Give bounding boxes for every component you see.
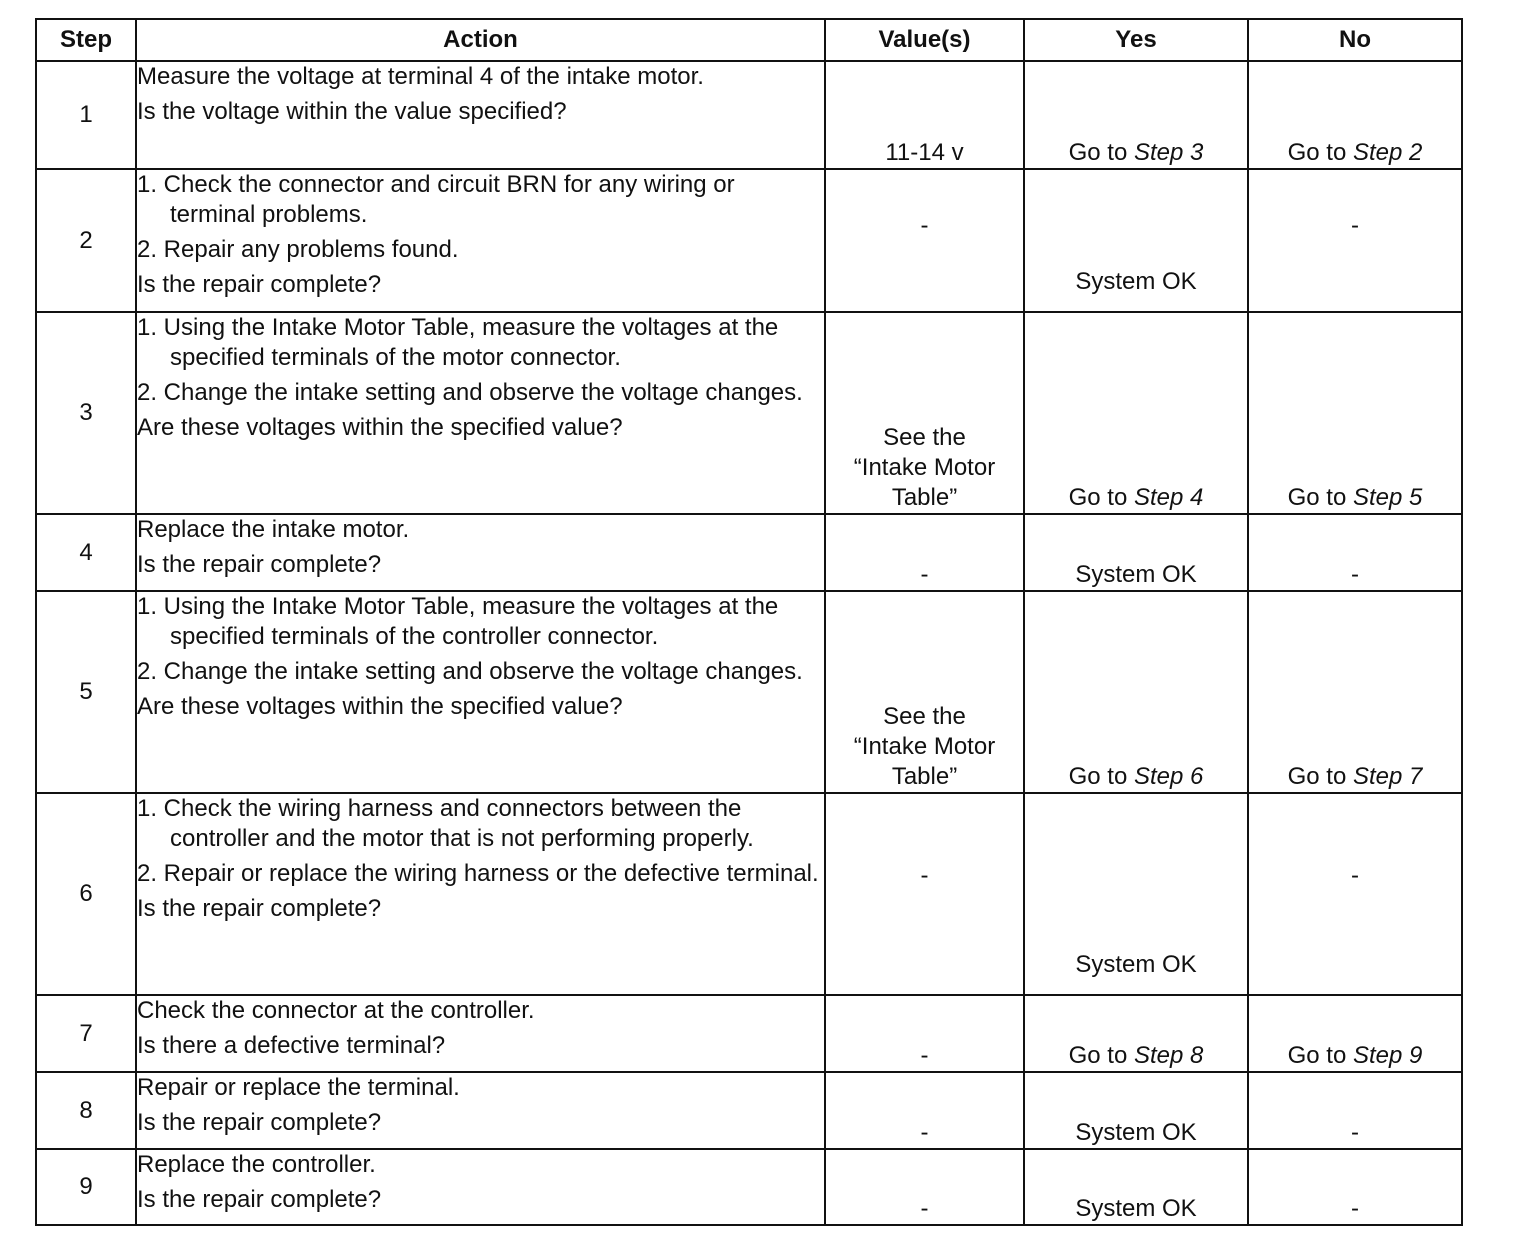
action-question: Is the voltage within the value specified? [137,98,567,125]
value-cell: - [825,1072,1024,1149]
action-cell [136,169,825,312]
yes-cell [1024,591,1248,793]
action-text: Repair or replace the terminal. [137,1074,460,1101]
step-number: 4 [36,514,136,591]
no-cell [1248,995,1462,1072]
step-number: 7 [36,995,136,1072]
yes-prefix: Go to [1068,139,1134,166]
step-number: 5 [36,591,136,793]
action-question: Is the repair complete? [137,551,382,578]
no-step-ref: Step 5 [1352,484,1423,511]
action-question: Is there a defective terminal? [137,1032,446,1059]
no-cell: - [1248,1149,1462,1225]
table-row [36,312,1462,514]
value-cell: - [825,169,1024,312]
value-cell [825,591,1024,793]
action-item: 2. Change the intake setting and observe the voltage changes. [137,379,803,406]
step-number: 2 [36,169,136,312]
value-cell: - [825,1149,1024,1225]
no-cell [1248,312,1462,514]
value-line: “Intake Motor [853,454,996,481]
table-row [36,995,1462,1072]
yes-cell [1024,61,1248,169]
step-number: 1 [36,61,136,169]
value-line: See the [883,424,966,451]
no-cell: - [1248,793,1462,995]
action-cell [136,312,825,514]
action-question: Is the repair complete? [137,1186,382,1213]
action-question: Is the repair complete? [137,1109,382,1136]
yes-cell: System OK [1024,1072,1248,1149]
yes-prefix: Go to [1068,484,1134,511]
table-row [36,169,1462,312]
table-row [36,514,1462,591]
no-cell: - [1248,514,1462,591]
action-cell [136,1072,825,1149]
action-item: 1. Using the Intake Motor Table, measure the voltages at the specified terminals of the motor connector. [137,314,779,371]
header-values: Value(s) [825,19,1024,61]
no-prefix: Go to [1287,763,1353,790]
diagnostic-table [35,18,1463,1226]
yes-step-ref: Step 4 [1133,484,1204,511]
table-row [36,591,1462,793]
value-line: “Intake Motor [853,733,996,760]
yes-step-ref: Step 6 [1133,763,1204,790]
yes-cell [1024,312,1248,514]
value-cell: - [825,793,1024,995]
yes-cell: System OK [1024,793,1248,995]
no-prefix: Go to [1287,1042,1353,1069]
action-cell [136,1149,825,1225]
action-text: Replace the controller. [137,1151,376,1178]
action-item: 2. Change the intake setting and observe the voltage changes. [137,658,803,685]
no-step-ref: Step 7 [1352,763,1423,790]
step-number: 9 [36,1149,136,1225]
yes-cell: System OK [1024,169,1248,312]
action-cell [136,61,825,169]
step-number: 3 [36,312,136,514]
value-cell: 11-14 v [825,61,1024,169]
action-item: 1. Check the wiring harness and connectors between the controller and the motor that is not performing properly. [137,795,754,852]
yes-cell: System OK [1024,514,1248,591]
yes-prefix: Go to [1068,1042,1134,1069]
header-step: Step [36,19,136,61]
header-yes: Yes [1024,19,1248,61]
no-cell [1248,61,1462,169]
yes-prefix: Go to [1068,763,1134,790]
action-text: Check the connector at the controller. [137,997,535,1024]
value-line: See the [883,703,966,730]
yes-cell [1024,995,1248,1072]
action-item: 2. Repair any problems found. [137,236,459,263]
header-row [36,19,1462,61]
yes-step-ref: Step 8 [1133,1042,1204,1069]
no-prefix: Go to [1287,139,1353,166]
value-cell [825,312,1024,514]
no-cell [1248,591,1462,793]
action-question: Are these voltages within the specified value? [137,414,623,441]
yes-step-ref: Step 3 [1133,139,1204,166]
table-row [36,61,1462,169]
action-item: 1. Check the connector and circuit BRN for any wiring or terminal problems. [137,171,735,228]
no-cell: - [1248,1072,1462,1149]
action-question: Is the repair complete? [137,895,382,922]
action-item: 2. Repair or replace the wiring harness or the defective terminal. [137,860,819,887]
yes-cell: System OK [1024,1149,1248,1225]
action-cell [136,995,825,1072]
value-cell: - [825,995,1024,1072]
value-line: Table” [891,763,958,790]
value-line: Table” [891,484,958,511]
step-number: 8 [36,1072,136,1149]
step-number: 6 [36,793,136,995]
value-cell: - [825,514,1024,591]
no-prefix: Go to [1287,484,1353,511]
action-question: Are these voltages within the specified value? [137,693,623,720]
table-row [36,1149,1462,1225]
table-row [36,1072,1462,1149]
action-text: Measure the voltage at terminal 4 of the intake motor. [137,63,704,90]
no-step-ref: Step 2 [1352,139,1423,166]
header-action: Action [136,19,825,61]
no-cell: - [1248,169,1462,312]
no-step-ref: Step 9 [1352,1042,1423,1069]
action-question: Is the repair complete? [137,271,382,298]
action-cell [136,514,825,591]
action-cell [136,591,825,793]
header-no: No [1248,19,1462,61]
action-text: Replace the intake motor. [137,516,410,543]
action-item: 1. Using the Intake Motor Table, measure the voltages at the specified terminals of the controller connector. [137,593,779,650]
action-cell [136,793,825,995]
table-row [36,793,1462,995]
